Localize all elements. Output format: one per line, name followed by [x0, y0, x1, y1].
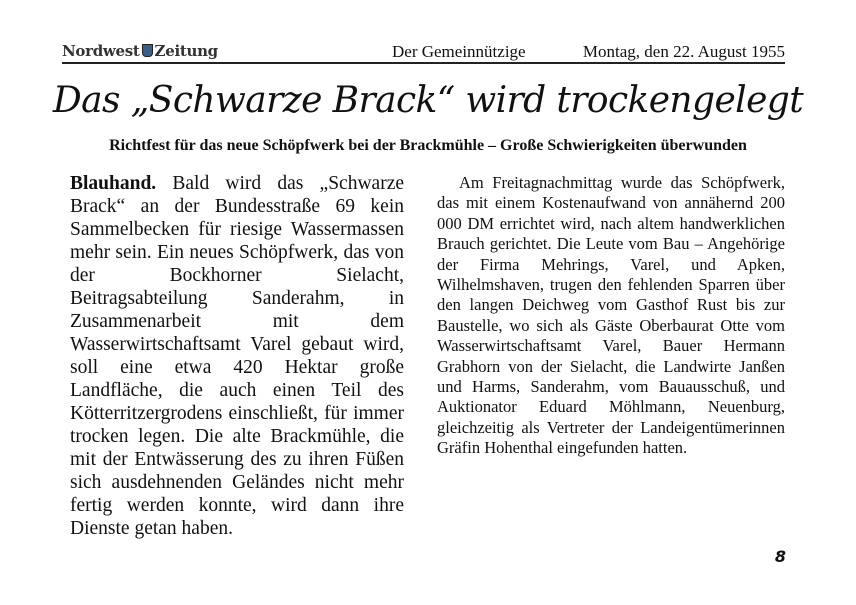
issue-date: Montag, den 22. August 1955 — [582, 42, 785, 61]
article-column-right: Am Freitagnachmittag wurde das Schöpfwerk, das mit einem Kostenaufwand von annähernd 200 000 DM errichtet wird, nach altem handwerklichen Brauch gerichtet. Die Leute vom Bau – Angehörige der Firma Mehrings, Varel, und Apken, Wilhelmshaven, trugen den fehlenden Sparren über den langen Deichweg vom Gasthof Rust bis zur Baustelle, wo sich als Gäste Oberbaurat Otte vom Wasserwirtschaftsamt Varel, Bauer Hermann Grabhorn von der Sielacht, die Landwirte Janßen und Harms, Sanderahm, vom Bauausschuß, und Auktionator Eduard Möhlmann, Neuenburg, gleichzeitig als Vertreter der Landeigentümerinnen Gräfin Hohenthal eingefunden hatten. — [437, 173, 785, 458]
newspaper-name-left: Nordwest — [62, 42, 140, 60]
article-dateline: Blauhand. — [70, 173, 157, 194]
article-headline: Das „Schwarze Brack“ wird trockengelegt — [52, 80, 804, 121]
newspaper-name-right: Zeitung — [154, 42, 218, 60]
article-left-text: Bald wird das „Schwarze Brack“ an der Bundesstraße 69 kein Sammelbecken für riesige Wassermassen mehr sein. Ein neues Schöpfwerk, das von der Bockhorner Sielacht, Beitragsabteilung Sanderahm, in Zusammenarbeit mit dem Wasserwirtschaftsamt Varel gebaut wird, soll eine etwa 420 Hektar große Landfläche, die auch einen Teil des Kötterritzergrodens einschließt, für immer trocken legen. Die alte Brackmühle, die mit der Entwässerung des zu ihren Füßen sich ausdehnenden Geländes nicht mehr fertig werden konnte, wird dann ihre Dienste getan haben. — [70, 173, 405, 539]
article-column-left — [70, 172, 404, 540]
newspaper-logo — [62, 42, 218, 60]
crest-icon — [142, 44, 153, 57]
article-subheadline: Richtfest für das neue Schöpfwerk bei der Brackmühle – Große Schwierigkeiten überwunden — [109, 137, 747, 154]
issue-title: Der Gemeinnützige — [392, 42, 526, 61]
page-number: 8 — [774, 547, 786, 566]
masthead — [62, 40, 785, 64]
